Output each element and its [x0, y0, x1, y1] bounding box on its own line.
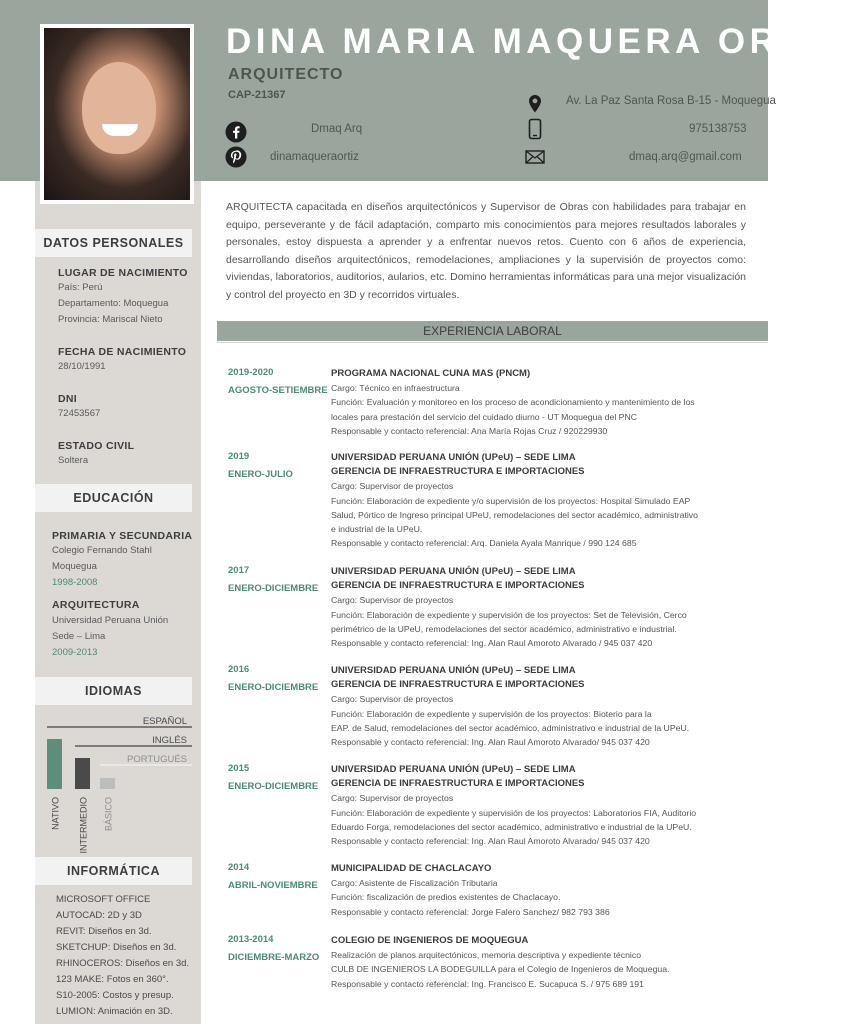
software-item: REVIT: Diseños en 3d.: [56, 926, 152, 937]
experience-period: ENERO-DICIEMBRE: [228, 583, 319, 594]
education-item-city: Sede – Lima: [52, 631, 106, 642]
phone-number[interactable]: 975138753: [689, 123, 747, 135]
language-level-label: NATIVO: [50, 797, 61, 830]
experience-employer: COLEGIO DE INGENIEROS DE MOQUEGUA: [331, 935, 529, 946]
experience-detail: Cargo: Técnico en infraestructura: [331, 383, 460, 394]
experience-detail: Responsable y contacto referencial: Jorge Falero Sanchez/ 982 793 386: [331, 906, 610, 917]
experience-detail: Función: fiscalización de predios existentes de Chaclacayo.: [331, 892, 561, 903]
professional-summary: ARQUITECTA capacitada en diseños arquitectónicos y Supervisor de Obras con habilidades para trabajar en equipo, perseverante y de fácil adaptación, comparto mis conocimientos para mejores resultados laborales y personales, estoy dispuesta a aprender y a enfrentar nuevos retos. Cuento con 6 años de experiencia, desarrollando diseños arquitectónicos, remodelaciones, ampliaciones y la supervisión de proyectos como: viviendas, laboratorios, auditorios, aularios, etc. Domino herramientas informáticas para una mejor visualización y control del proyecto en 3D y recorridos virtuales.: [226, 201, 746, 301]
experience-detail: locales para prestación del servicio del cuidado diurno - UT Moquegua del PNC: [331, 411, 638, 422]
language-name: ESPAÑOL: [142, 716, 187, 727]
birthdate-value: 28/10/1991: [58, 361, 106, 372]
experience-detail: perimétrico de la UPeU, remodelaciones del sector académico, administrativo e industrial.: [331, 623, 677, 634]
experience-period: ENERO-JULIO: [228, 469, 293, 480]
experience-detail: Cargo: Supervisor de proyectos: [331, 481, 454, 492]
experience-detail: Cargo: Asistente de Fiscalización Tributaria: [331, 878, 498, 889]
experience-heading: EXPERIENCIA LABORAL: [217, 321, 768, 341]
experience-detail: Responsable y contacto referencial: Ing. Alan Raul Amoroto Alvarado/ 945 037 420: [331, 836, 650, 847]
languages-chart: [35, 707, 201, 854]
software-item: MICROSOFT OFFICE: [56, 894, 151, 905]
experience-employer: GERENCIA DE INFRAESTRUCTURA E IMPORTACIONES: [331, 679, 585, 691]
languages-heading: IDIOMAS: [35, 677, 192, 705]
candidate-name: DINA MARIA MAQUERA ORTIZ: [226, 22, 845, 61]
experience-period: ABRIL-NOVIEMBRE: [228, 880, 318, 891]
education-item-school: Colegio Fernando Stahl: [52, 545, 152, 556]
experience-period: AGOSTO-SETIEMBRE: [228, 385, 328, 396]
experience-detail: Función: Elaboración de expediente y supervisión de los proyectos: Bioterio para la: [331, 708, 652, 719]
sidebar: [35, 181, 201, 1024]
experience-employer: MUNICIPALIDAD DE CHACLACAYO: [331, 863, 492, 874]
software-item: RHINOCEROS: Diseños en 3d.: [56, 958, 190, 969]
location-pin-icon: [524, 93, 546, 115]
software-item: LUMION: Animación en 3D.: [56, 1006, 173, 1017]
experience-employer: PROGRAMA NACIONAL CUNA MAS (PNCM): [331, 368, 531, 379]
civil-status-value: Soltera: [58, 455, 89, 466]
experience-entry: [331, 565, 703, 650]
birthplace-label: LUGAR DE NACIMIENTO: [58, 267, 188, 279]
experience-detail: Responsable y contacto referencial: Arq. Daniela Ayala Manrique / 990 124 685: [331, 538, 637, 549]
experience-detail: Responsable y contacto referencial: Ana María Rojas Cruz / 920229930: [331, 425, 608, 436]
experience-employer: UNIVERSIDAD PERUANA UNIÓN (UPeU) – SEDE LIMA: [331, 566, 576, 577]
experience-entry: [331, 451, 703, 550]
education-item-label: PRIMARIA Y SECUNDARIA: [52, 530, 193, 542]
experience-period: DICIEMBRE-MARZO: [228, 952, 320, 963]
experience-detail: Cargo: Supervisor de proyectos: [331, 694, 454, 705]
experience-detail: Función: Elaboración de expediente y supervisión de los proyectos: Laboratorios FIA, Auditorio: [331, 807, 697, 818]
experience-entry: [331, 763, 703, 848]
experience-detail: Realización de planos arquitectónicos, memoria descriptiva y expediente técnico: [331, 950, 642, 961]
education-item-years: 2009-2013: [52, 647, 98, 658]
language-level-bar: [47, 739, 62, 789]
experience-year: 2015: [228, 763, 250, 774]
birthplace-province: Provincia: Mariscal Nieto: [58, 314, 163, 325]
pinterest-handle[interactable]: dinamaqueraortiz: [270, 151, 359, 163]
birthplace-department: Departamento: Moquegua: [58, 298, 169, 309]
experience-employer: GERENCIA DE INFRAESTRUCTURA E IMPORTACIONES: [331, 466, 585, 478]
birthplace-country: País: Perú: [58, 282, 103, 293]
experience-divider: [217, 342, 768, 343]
language-name: PORTUGUÉS: [126, 754, 187, 765]
experience-year: 2013-2014: [228, 934, 274, 945]
experience-entry: [331, 934, 703, 991]
experience-detail: Responsable y contacto referencial: Ing. Alan Raul Amoroto Alvarado/ 945 037 420: [331, 737, 650, 748]
experience-employer: UNIVERSIDAD PERUANA UNIÓN (UPeU) – SEDE LIMA: [331, 452, 576, 463]
education-item-label: ARQUITECTURA: [52, 599, 140, 611]
experience-employer: UNIVERSIDAD PERUANA UNIÓN (UPeU) – SEDE LIMA: [331, 665, 576, 676]
experience-year: 2019-2020: [228, 367, 274, 378]
personal-data-heading: DATOS PERSONALES: [35, 229, 192, 257]
experience-entry: [331, 664, 703, 749]
software-heading: INFORMÁTICA: [35, 857, 192, 885]
experience-detail: Función: Elaboración de expediente y/o supervisión de los proyectos: Hospital Simulado EAP: [331, 495, 691, 506]
experience-employer: UNIVERSIDAD PERUANA UNIÓN (UPeU) – SEDE LIMA: [331, 764, 576, 775]
software-item: S10-2005: Costos y presup.: [56, 990, 174, 1001]
education-item-school: Universidad Peruana Unión: [52, 615, 169, 626]
experience-year: 2017: [228, 565, 250, 576]
experience-detail: Eduardo Forga, remodelaciones del sector académico, administrativo e industrial de la UPeU.: [331, 821, 692, 832]
experience-detail: Función: Evaluación y monitoreo en los proceso de acondicionamiento y mantenimiento de los: [331, 397, 695, 408]
experience-detail: Salud, Pórtico de Ingreso principal UPeU, remodelaciones del sector académico, administrativo: [331, 509, 698, 520]
language-name: INGLÉS: [152, 735, 187, 746]
software-item: SKETCHUP: Diseños en 3d.: [56, 942, 177, 953]
experience-entry: [331, 862, 703, 919]
experience-entry: [331, 367, 703, 438]
language-level-bar: [75, 758, 90, 789]
experience-period: ENERO-DICIEMBRE: [228, 781, 319, 792]
experience-employer: GERENCIA DE INFRAESTRUCTURA E IMPORTACIONES: [331, 778, 585, 790]
language-level-label: BÁSICO: [103, 797, 114, 832]
profile-photo-frame: [40, 24, 194, 204]
experience-detail: CULB DE INGENIEROS LA BODEGUILLA para el Colegio de Ingenieros de Moquegua.: [331, 964, 670, 975]
facebook-icon[interactable]: [225, 121, 247, 143]
experience-detail: EAP. de Salud, remodelaciones del sector académico, administrativo e industrial de la UPeU.: [331, 722, 690, 733]
dni-label: DNI: [58, 393, 77, 405]
experience-detail: Responsable y contacto referencial: Ing. Alan Raul Amoroto Alvarado / 945 037 420: [331, 638, 653, 649]
experience-year: 2019: [228, 451, 250, 462]
experience-detail: Función: Elaboración de expediente y supervisión de los proyectos: Set de Televisión, Cerco: [331, 609, 687, 620]
language-level-label: INTERMEDIO: [78, 797, 89, 854]
phone-icon: [524, 118, 546, 140]
experience-detail: Cargo: Supervisor de proyectos: [331, 595, 454, 606]
experience-year: 2014: [228, 862, 250, 873]
address-text: Av. La Paz Santa Rosa B-15 - Moquegua: [566, 95, 776, 107]
education-item-city: Moquegua: [52, 561, 97, 572]
software-item: AUTOCAD: 2D y 3D: [56, 910, 142, 921]
profile-photo-face: [82, 62, 156, 154]
facebook-handle[interactable]: Dmaq Arq: [311, 123, 363, 135]
experience-detail: Responsable y contacto referencial: Ing. Francisco E. Sucapuca S. / 975 689 191: [331, 978, 644, 989]
profile-photo: [44, 28, 190, 200]
education-heading: EDUCACIÓN: [35, 484, 192, 512]
pinterest-icon[interactable]: [225, 146, 247, 168]
experience-year: 2016: [228, 664, 250, 675]
experience-detail: Cargo: Supervisor de proyectos: [331, 793, 454, 804]
dni-value: 72453567: [58, 408, 101, 419]
experience-detail: e industrial de la UPeU.: [331, 524, 423, 535]
candidate-registration: CAP-21367: [228, 89, 286, 101]
software-item: 123 MAKE: Fotos en 360°.: [56, 974, 169, 985]
education-item-years: 1998-2008: [52, 577, 98, 588]
candidate-role: ARQUITECTO: [228, 66, 344, 83]
language-level-bar: [100, 778, 115, 789]
envelope-icon: [524, 146, 546, 168]
civil-status-label: ESTADO CIVIL: [58, 440, 135, 452]
experience-employer: GERENCIA DE INFRAESTRUCTURA E IMPORTACIONES: [331, 580, 585, 592]
birthdate-label: FECHA DE NACIMIENTO: [58, 346, 187, 358]
email-address[interactable]: dmaq.arq@gmail.com: [629, 151, 742, 163]
experience-period: ENERO-DICIEMBRE: [228, 682, 319, 693]
